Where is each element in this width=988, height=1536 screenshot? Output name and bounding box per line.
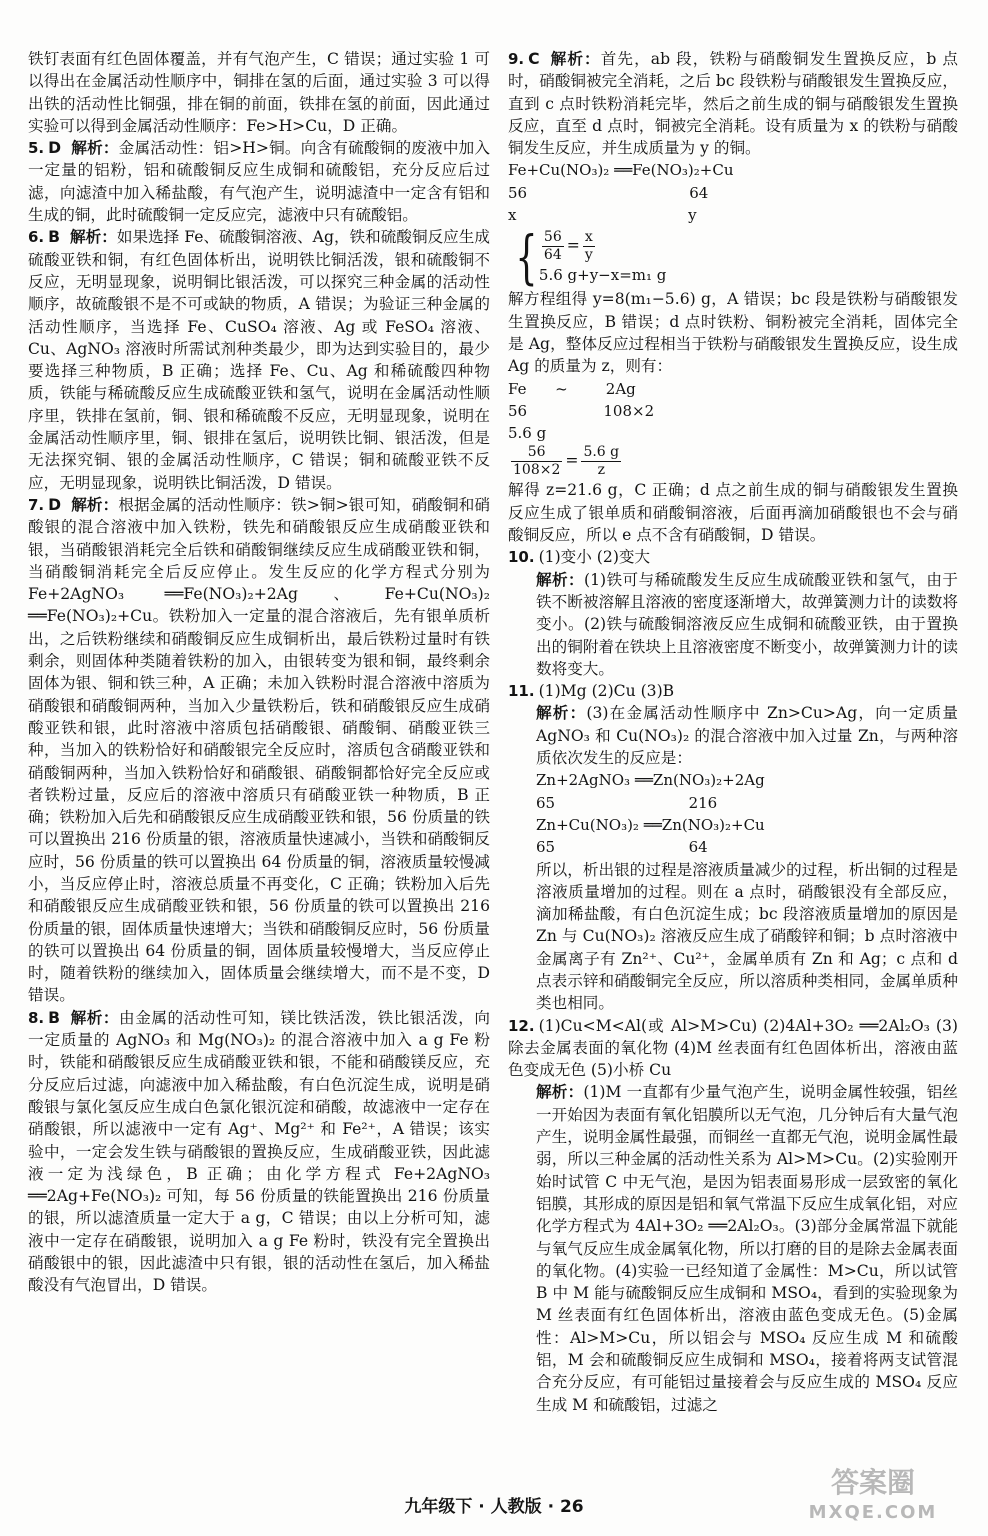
fraction: $\frac{56}{108\times 2}$ [513, 444, 561, 479]
analysis-text: (1)铁可与稀硫酸发生反应生成硫酸亚铁和氢气，由于铁不断被溶解且溶液的密度逐渐增大，故弹簧测力计的读数将变小。(2)铁与硫酸铜溶液反应生成铜和硫酸亚铁，由于置换出的铜附着在铁块上且溶液密度不断变小，故弹簧测力计的读数将变大。 [536, 570, 958, 678]
analysis-text: (3)在金属活动性顺序中 Zn>Cu>Ag，向一定质量 AgNO₃ 和 Cu(NO₃)₂ 的混合溶液中加入过量 Zn，与两种溶质依次发生的反应是： [536, 704, 958, 768]
analysis-label: 解析： [71, 139, 119, 158]
question-9 [508, 48, 958, 546]
answer: B [48, 1008, 61, 1027]
fraction: $\frac{5.6 g}{z}$ [583, 444, 620, 479]
analysis-text: 金属活动性：铝>H>铜。向含有硫酸铜的废液中加入一定量的铝粉，铝和硫酸铜反应生成铜和硫酸铝，充分反应后过滤，向滤渣中加入稀盐酸，有气泡产生，说明滤渣中一定含有铝和生成的铜，此时硫酸铜一定反应完，滤液中只有硫酸铝。 [28, 139, 490, 225]
analysis-label: 解析： [70, 1008, 120, 1027]
question-7 [28, 494, 490, 1007]
question-number: 5. [28, 139, 45, 158]
question-number: 11. [508, 682, 535, 701]
question-10 [508, 546, 958, 680]
question-number: 10. [508, 548, 535, 567]
question-number: 8. [28, 1008, 45, 1027]
question-11 [508, 680, 958, 1014]
brace-symbol: { [515, 223, 538, 292]
fraction: $\frac{x}{y}$ [584, 228, 593, 263]
watermark-url: MXQE.COM [808, 1502, 938, 1523]
analysis-text: (1)M 一直都有少量气泡产生，说明金属性较强，铝丝一开始因为表面有氧化铝膜所以无气泡，几分钟后有大量气泡产生，说明金属性最强，而铜丝一直都无气泡，说明金属性最弱，所以三种金属的活动性关系为 Al>M>Cu。(2)实验刚开始时试管 C 中无气泡，是因为铝表面易形成一层致密的氧化铝膜，其形成的原因是铝和氧气常温下反应生成氧化铝，对应化学方程式为 4Al+3O₂ ══2Al₂O₃。(3)部分金属常温下就能与氧气反应生成金属氧化物，所以打磨的目的是除去金属表面的氧化物。(4)实验一已经知道了金属性：M>Cu，所以试管 B 中 M 能与硫酸铜反应生成铜和 MSO₄，看到的实验现象为 M 丝表面有红色固体析出，溶液由蓝色变成无色。(5)金属性：Al>M>Cu，所以铝会与 MSO₄ 反应生成 M 和硫酸铝，M 会和硫酸铜反应生成铜和 MSO₄，接着将两支试管混合充分反应，有可能铝过量接着会与反应生成的 MSO₄ 反应生成 M 和硫酸铝，过滤之 [536, 1083, 958, 1414]
intro-paragraph: 铁钉表面有红色固体覆盖，并有气泡产生，C 错误；通过实验 1 可以得出在金属活动性顺序中，铜排在氢的后面，通过实验 3 可以得出铁的活动性比铜强，排在铜的前面，铁排在氢的前面，因此通过实验可以得到金属活动性顺序：Fe>H>Cu，D 正确。 [28, 50, 490, 135]
page-footer: 九年级下 · 人教版 · 26 [404, 1497, 584, 1517]
equation-variables: x y [508, 206, 697, 225]
chemical-equation: Zn+2AgNO₃ ══Zn(NO₃)₂+2Ag [536, 771, 765, 790]
answer: (1)Cu<M<Al(或 Al>M>Cu) (2)4Al+3O₂ ══2Al₂O₃ (3)除去金属表面的氧化物 (4)M 丝表面有红色固体析出，溶液由蓝色变成无色 (5)小桥 Cu [508, 1016, 958, 1080]
analysis-label: 解析： [549, 50, 601, 68]
analysis-text: 解方程组得 y=8(m₁−5.6) g，A 错误；bc 段是铁粉与硝酸银发生置换反应，B 错误；d 点时铁粉、铜粉被完全消耗，固体完全是 Ag，整体反应过程相当于铁粉与硝酸银发生置换反应，设生成 Ag 的质量为 z，则有： [508, 290, 958, 376]
question-5 [28, 137, 490, 226]
right-column [508, 48, 958, 1416]
equation-masses: 56 64 [508, 183, 709, 202]
left-column [28, 48, 490, 1297]
analysis-text: 根据金属的活动性顺序：铁>铜>银可知，硝酸铜和硝酸银的混合溶液中加入铁粉，铁先和硝酸银反应生成硝酸亚铁和银，当硝酸银消耗完全后铁和硝酸铜继续反应生成硝酸亚铁和铜，当硝酸铜消耗完全后反应停止。发生反应的化学方程式分别为 Fe+2AgNO₃ ══Fe(NO₃)₂+2Ag、Fe+Cu(NO₃)₂ ══Fe(NO₃)₂+Cu。铁粉加入一定量的混合溶液后，先有银单质析出，之后铁粉继续和硝酸铜反应生成铜析出，最后铁粉过量时有铁剩余，则固体种类随着铁粉的加入，由银转变为银和铜，最终剩余固体为银、铜和铁三种，A 正确；未加入铁粉时混合溶液中溶质为硝酸银和硝酸铜两种，当加入少量铁粉后，铁和硝酸银反应生成硝酸亚铁和银，此时溶液中溶质包括硝酸银、硝酸铜、硝酸亚铁三种，当加入的铁粉恰好和硝酸银完全反应时，溶质包含硝酸亚铁和硝酸铜两种，当加入铁粉恰好和硝酸银、硝酸铜都恰好完全反应或者铁粉过量，反应后的溶液中溶质只有硝酸亚铁一种物质，B 正确；铁粉加入后先和硝酸银反应生成硝酸亚铁和银，56 份质量的铁可以置换出 216 份质量的银，溶液质量快速减小，当铁和硝酸铜反应时，56 份质量的铁可以置换出 64 份质量的铜，溶液质量较慢减小，当反应停止时，溶液总质量不再变化，C 正确；铁粉加入后先和硝酸银反应生成硝酸亚铁和银，56 份质量的铁可以置换出 216 份质量的银，固体质量快速增大；当铁和硝酸铜反应时，56 份质量的铁可以置换出 64 份质量的铜，固体质量较慢增大，当反应停止时，随着铁粉的继续加入，固体质量会继续增大，而不是不变，D 错误。 [28, 495, 490, 1005]
analysis-label: 解析： [71, 495, 119, 514]
equation-masses: 65 216 [536, 793, 718, 812]
answer: D [48, 495, 62, 514]
system-equation-2: 5.6 g+y−x=m₁ g [538, 265, 667, 284]
answer: D [48, 139, 62, 158]
analysis-label: 解析： [536, 1083, 584, 1102]
analysis-text: 由金属的活动性可知，镁比铁活泼，铁比银活泼，向一定质量的 AgNO₃ 和 Mg(NO₃)₂ 的混合溶液中加入 a g Fe 粉时，铁能和硝酸银反应生成硝酸亚铁和银，不能和硝酸镁反应，充分反应后过滤，向滤液中加入稀盐酸，有白色沉淀生成，说明是硝酸银与氯化氢反应生成白色氯化银沉淀和硝酸，故滤液中一定存在硝酸银，所以滤液中一定有 Ag⁺、Mg²⁺ 和 Fe²⁺，A 错误；该实验中，一定会发生铁与硝酸银的置换反应，生成硝酸亚铁，因此滤液一定为浅绿色，B 正确；由化学方程式 Fe+2AgNO₃ ══2Ag+Fe(NO₃)₂ 可知，每 56 份质量的铁能置换出 216 份质量的银，所以滤渣质量一定大于 a g，C 错误；由以上分析可知，滤液中一定存在硝酸银，说明加入 a g Fe 粉时，铁没有完全置换出硝酸银中的银，因此滤渣中只有银，银的活动性在氢后，加入稀盐酸没有气泡冒出，D 错误。 [28, 1008, 490, 1295]
analysis-text: 解得 z=21.6 g，C 正确；d 点之前生成的铜与硝酸银发生置换反应生成了银单质和硝酸铜溶液，后面再滴加硝酸银也不会与硝酸铜反应，所以 e 点不含有硝酸铜，D 错误。 [508, 481, 958, 545]
relation-masses: 56 108×2 [508, 401, 655, 420]
chemical-equation: Zn+Cu(NO₃)₂ ══Zn(NO₃)₂+Cu [536, 815, 765, 834]
proportion: $\frac{56}{108\times 2}$ = $\frac{5.6 g}{z}$ [513, 444, 620, 479]
answer: C [528, 50, 540, 68]
analysis-text: 如果选择 Fe、硫酸铜溶液、Ag，铁和硫酸铜反应生成硫酸亚铁和铜，有红色固体析出，说明铁比铜活泼，银和硫酸铜不反应，无明显现象，说明铜比银活泼，可以探究三种金属的活动性顺序，故硫酸银不是不可或缺的物质，A 错误；为验证三种金属的活动性顺序，当选择 Fe、CuSO₄ 溶液、Ag 或 FeSO₄ 溶液、Cu、AgNO₃ 溶液时所需试剂种类最少，即为达到实验目的，最少要选择三种物质，B 正确；选择 Fe、Cu、Ag 和稀硫酸四种物质，铁能与稀硫酸反应生成硫酸亚铁和氢气，说明在金属活动性顺序里，铁排在氢前，铜、银和稀硫酸不反应，无明显现象，说明在金属活动性顺序里，铜、银排在氢后，说明铁比铜、银活泼，但是无法探究铜、银的金属活动性顺序，C 错误；铜和硫酸亚铁不反应，无明显现象，说明铁比铜活泼，D 错误。 [28, 228, 490, 492]
equation-system: { $\frac{56}{64}$ = $\frac{x}{y}$ 5.6 g+y−x=m₁ g [515, 223, 667, 292]
chemical-equation: Fe+Cu(NO₃)₂ ══Fe(NO₃)₂+Cu [508, 161, 734, 180]
relation-values: 5.6 g [508, 424, 547, 443]
question-number: 9. [508, 50, 525, 68]
question-number: 12. [508, 1016, 535, 1035]
watermark-logo [798, 1468, 948, 1526]
answer: B [48, 228, 61, 247]
analysis-label: 解析： [70, 228, 117, 247]
analysis-label: 解析： [536, 704, 587, 723]
equation-masses: 65 64 [536, 838, 708, 857]
analysis-label: 解析： [536, 570, 584, 589]
question-number: 7. [28, 495, 45, 514]
analysis-text: 所以，析出银的过程是溶液质量减少的过程，析出铜的过程是溶液质量增加的过程。则在 a 点时，硝酸银没有全部反应，滴加稀盐酸，有白色沉淀生成；bc 段溶液质量增加的原因是 Zn 与 Cu(NO₃)₂ 溶液反应生成了硝酸锌和铜；b 点时溶液中金属离子有 Zn²⁺、Cu²⁺，金属单质有 Zn 和 Ag；c 点和 d 点表示锌和硝酸铜完全反应，所以溶质种类相同，金属单质种类也相同。 [536, 860, 958, 1013]
chemical-relation: Fe ~ 2Ag [508, 379, 636, 398]
answer: (1)Mg (2)Cu (3)B [538, 682, 675, 701]
question-8 [28, 1007, 490, 1297]
question-number: 6. [28, 228, 45, 247]
answer: (1)变小 (2)变大 [538, 548, 651, 567]
fraction: $\frac{56}{64}$ [543, 228, 562, 263]
question-12 [508, 1015, 958, 1416]
question-6 [28, 226, 490, 494]
watermark-text: 答案圈 [830, 1466, 915, 1499]
analysis-text: 首先，ab 段，铁粉与硝酸铜发生置换反应，b 点时，硝酸铜被完全消耗，之后 bc 段铁粉与硝酸银发生置换反应，直到 c 点时铁粉消耗完毕，然后之前生成的铜与硝酸银发生置换反应，直至 d 点时，铜被完全消耗。设有质量为 x 的铁粉与硝酸铜发生反应，并生成质量为 y 的铜。 [508, 50, 958, 158]
